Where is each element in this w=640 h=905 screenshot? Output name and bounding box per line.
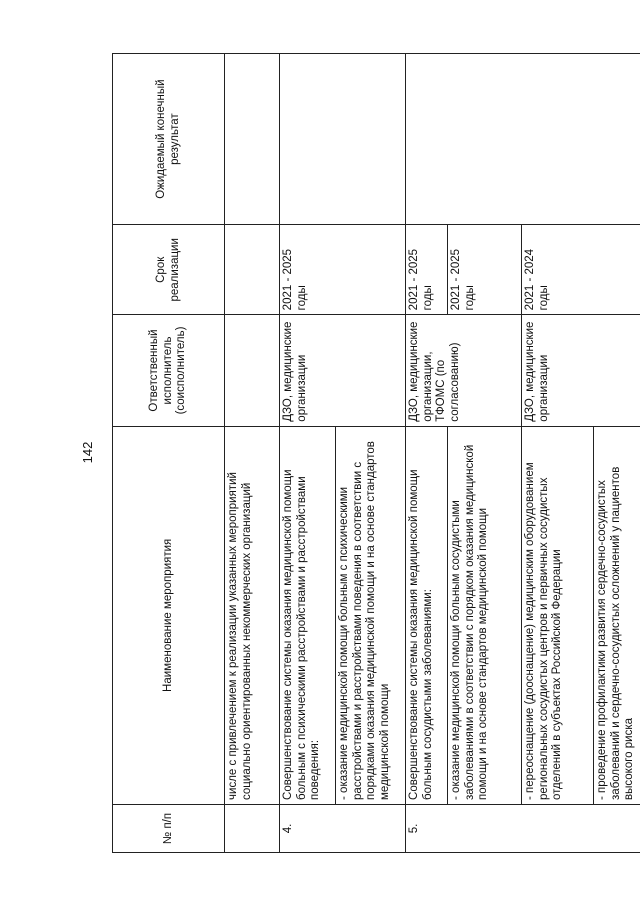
header-executor: Ответственный исполнитель (соисполнитель) xyxy=(113,315,225,426)
row-executor: ДЗО, медицинские организации xyxy=(280,315,406,426)
row-name: - оказание медицинской помощи больным сосудистыми заболеваниями в соответствии с порядком оказания медицинской помощи и на основе стандартов медицинской помощи xyxy=(448,426,522,804)
row-term: 2021 - 2025 годы xyxy=(280,225,406,315)
row-executor: ДЗО, медицинские организации, ТФОМС (по согласованию) xyxy=(406,315,522,426)
header-result: Ожидаемый конечный результат xyxy=(113,54,225,225)
row-term: 2021 - 2024 годы xyxy=(522,225,640,315)
row-name: - переоснащение (дооснащение) медицинским оборудованием региональных сосудистых центров и первичных сосудистых отделений в субъектах Российской Федерации xyxy=(522,426,594,804)
row-name: числе с привлечением к реализации указанных мероприятий социально ориентированных некоммерческих организаций xyxy=(225,426,280,804)
row-num: 4. xyxy=(280,804,406,852)
page-number: 142 xyxy=(80,441,95,464)
row-name: Совершенствование системы оказания медицинской помощи больным сосудистыми заболеваниями: xyxy=(406,426,448,804)
row-name: - проведение профилактики развития сердечно-сосудистых заболеваний и сердечно-сосудистых осложнений у пациентов высокого риска xyxy=(594,426,640,804)
measures-table xyxy=(112,53,640,853)
row-term xyxy=(225,225,280,315)
row-name: Совершенствование системы оказания медицинской помощи больным с психическими расстройствами и расстройствами поведения: xyxy=(280,426,336,804)
header-term: Срок реализации xyxy=(113,225,225,315)
row-result xyxy=(225,54,280,225)
header-name: Наименование мероприятия xyxy=(113,426,225,804)
row-num xyxy=(225,804,280,852)
header-num: № п/п xyxy=(113,804,225,852)
table-header-row xyxy=(113,54,225,853)
row-executor xyxy=(225,315,280,426)
row-name: - оказание медицинской помощи больным с психическими расстройствами и расстройствами поведения в соответствии с порядками оказания медицинской помощи и на основе стандартов медицинской помощи xyxy=(336,426,406,804)
table-row xyxy=(225,54,280,853)
row-result xyxy=(280,54,406,225)
row-term: 2021 - 2025 годы xyxy=(448,225,522,315)
row-result xyxy=(406,54,640,225)
row-num: 5. xyxy=(406,804,640,852)
row-executor: ДЗО, медицинские организации xyxy=(522,315,640,426)
table-row xyxy=(406,54,448,853)
row-term: 2021 - 2025 годы xyxy=(406,225,448,315)
table-row xyxy=(280,54,336,853)
